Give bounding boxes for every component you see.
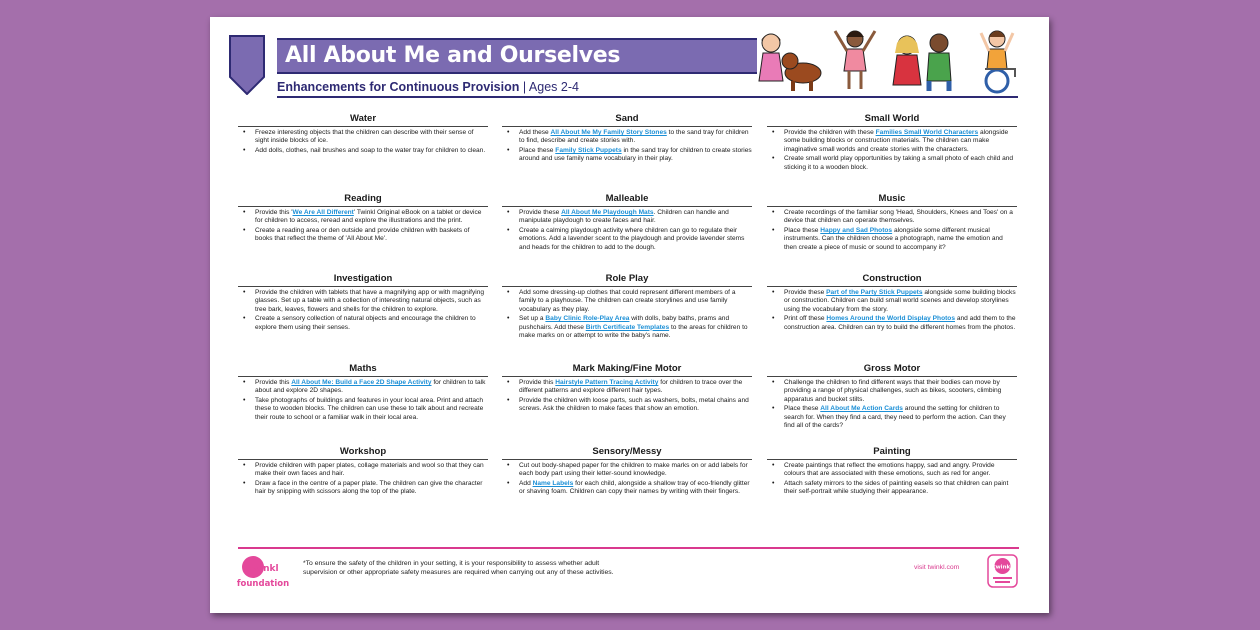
resource-link[interactable]: Birth Certificate Templates [585,323,670,331]
section-title: Painting [767,446,1017,460]
item-text: Challenge the children to find different ways that their bodies can move by providing a range of physical challenges, such as bikes, scooters, climbing apparatus and bucket stilts. [784,379,1002,403]
section-list [238,289,488,332]
resource-link[interactable]: Name Labels [532,480,574,488]
section-list [502,379,752,414]
list-item [767,379,1017,404]
section-title: Music [767,193,1017,207]
section-small-world [767,113,1017,173]
resource-link[interactable]: Families Small World Characters [875,129,979,136]
section-title: Malleable [502,193,752,207]
section-list [502,289,752,340]
quality-badge-icon [987,554,1018,588]
section-title: Sensory/Messy [502,446,752,460]
item-text: to the areas for children to make marks on or attempt to write the baby's name. [519,323,748,339]
item-text: Provide the children with tablets that have a magnifying app or with magnifying glasses. Set up a table with a collection of interesting natural objects, such as tree bark, leaves, flowers and shells for the children to explore. [255,289,485,313]
footer-divider [238,547,1019,549]
section-list [767,129,1017,172]
section-mark-making-fine-motor [502,363,752,415]
item-text: Create a reading area or den outside and provide children with baskets of books that reflect the theme of 'All About Me'. [255,227,470,243]
list-item [767,289,1017,314]
document-sheet [210,17,1049,613]
list-item [767,315,1017,332]
section-list [767,209,1017,252]
section-title: Mark Making/Fine Motor [502,363,752,377]
section-investigation [238,273,488,333]
item-text: Create a calming playdough activity where children can go to regulate their emotions. Add a lavender scent to the playdough and provide lavender stems and heads for the children to add to the dough. [519,227,745,251]
section-list [502,209,752,252]
title-band [277,38,757,74]
item-text: and add them to the construction area. Children can try to build the different homes from the photos. [784,315,1016,331]
list-item [238,147,488,155]
list-item [767,209,1017,226]
item-text: Provide the children with these [784,129,876,136]
list-item [502,315,752,340]
resource-link[interactable]: All About Me My Family Story Stones [550,129,667,136]
list-item [238,480,488,497]
item-text: Provide this [519,379,556,386]
list-item [238,397,488,422]
item-text: Attach safety mirrors to the sides of painting easels so that children can paint their self-portrait while studying their appearance. [784,480,1009,496]
item-text: Provide these [784,289,827,296]
resource-link[interactable]: Baby Clinic Role-Play Area [545,315,630,323]
resource-link[interactable]: All About Me Playdough Mats [561,209,654,216]
item-text: to the sand tray for children to find, describe and create stories with. [519,129,749,145]
list-item [238,462,488,479]
section-sensory-messy [502,446,752,498]
item-text: Add these [519,129,551,136]
list-item [502,289,752,314]
subtitle-age: Ages 2-4 [528,80,579,94]
section-title: Maths [238,363,488,377]
list-item [502,462,752,479]
item-text: Add [519,480,533,488]
item-text: around the setting for children to search for. When they find a card, they need to perform the action. Can they find all of the cards? [784,405,1006,429]
children-illustration-icon [745,23,1045,95]
visit-link[interactable]: visit twinkl.com [914,564,960,571]
item-text: Provide the children with loose parts, such as washers, bolts, metal chains and screws. Ask the children to make faces that show an emotion. [519,397,749,413]
list-item [238,129,488,146]
item-text: for children to talk about and explore 2D shapes. [255,379,486,395]
resource-link[interactable]: All About Me: Build a Face 2D Shape Activity [291,379,432,386]
section-title: Sand [502,113,752,127]
item-text: . Children can handle and manipulate playdough to create faces and hair. [519,209,729,225]
section-list [238,462,488,497]
item-text: alongside some different musical instruments. Can the children choose a photograph, name the emotion and then create a piece of music or sound to accompany it? [784,227,1003,251]
list-item [502,480,752,497]
page-subtitle [277,80,579,94]
item-text: with dolls, baby baths, prams and pushchairs. Add these [519,315,730,331]
section-title: Investigation [238,273,488,287]
list-item [502,209,752,226]
logo-line1: twinkl [247,564,279,574]
header-divider [277,96,1018,98]
section-title: Gross Motor [767,363,1017,377]
section-music [767,193,1017,253]
section-list [767,462,1017,497]
list-item [238,289,488,314]
list-item [767,155,1017,172]
section-list [238,379,488,422]
item-text: Place these [519,147,556,155]
list-item [502,397,752,414]
list-item [502,129,752,146]
item-text: in the sand tray for children to create stories around and use family name vocabulary in their play. [519,147,752,163]
section-malleable [502,193,752,253]
item-text: ' Twinkl Original eBook on a tablet or device for children to access, reread and explore the illustrations and the print. [255,209,482,225]
bookmark-ribbon-icon [229,35,265,95]
section-workshop [238,446,488,498]
section-gross-motor [767,363,1017,432]
section-list [238,209,488,244]
resource-link[interactable]: Homes Around the World Display Photos [826,315,955,323]
twinkl-foundation-logo [237,555,289,591]
list-item [767,480,1017,497]
page-title: All About Me and Ourselves [285,43,621,68]
resource-link[interactable]: Part of the Party Stick Puppets [826,289,923,296]
item-text: Place these [784,227,821,235]
list-item [767,227,1017,252]
list-item [767,405,1017,430]
item-text: Draw a face in the centre of a paper plate. The children can give the character hair by snipping with scissors along the top of the plate. [255,480,483,496]
list-item [502,147,752,164]
section-list [767,379,1017,430]
section-sand [502,113,752,165]
list-item [767,129,1017,154]
subtitle-separator: | [519,80,529,94]
section-list [767,289,1017,332]
list-item [767,462,1017,479]
section-water [238,113,488,157]
item-text: Place these [784,405,821,413]
list-item [238,209,488,226]
list-item [502,379,752,396]
list-item [502,227,752,252]
resource-link[interactable]: Family Stick Puppets [555,147,622,155]
item-text: Provide this [255,379,292,386]
list-item [238,379,488,396]
resource-link[interactable]: All About Me Action Cards [820,405,903,413]
item-text: Provide these [519,209,562,216]
section-maths [238,363,488,423]
item-text: alongside some building blocks or construction materials. The children can make imaginative small worlds and create stories with the characters. [784,129,1009,153]
section-list [502,462,752,497]
section-painting [767,446,1017,498]
item-text: Provide this ' [255,209,293,216]
item-text: Cut out body-shaped paper for the children to make marks on or add labels for each body part using their letter-sound knowledge. [519,462,748,478]
section-title: Small World [767,113,1017,127]
resource-link[interactable]: We Are All Different [292,209,354,216]
section-title: Workshop [238,446,488,460]
item-text: Add some dressing-up clothes that could represent different members of a family to a playhouse. The children can create storylines and use family vocabulary as they play. [519,289,736,313]
section-list [238,129,488,155]
resource-link[interactable]: Hairstyle Pattern Tracing Activity [555,379,659,386]
section-role-play [502,273,752,342]
list-item [238,227,488,244]
item-text: Create paintings that reflect the emotions happy, sad and angry. Provide colours that are associated with these emotions, such as red for anger. [784,462,995,478]
subtitle-main: Enhancements for Continuous Provision [277,80,520,94]
list-item [238,315,488,332]
item-text: Create small world play opportunities by taking a small photo of each child and sticking it to a wooden block. [784,155,1014,171]
safety-footnote: *To ensure the safety of the children in your setting, it is your responsibility to assess whether adult supervision or other appropriate safety measures are required when carrying out any of these activities. [303,560,614,576]
item-text: alongside some building blocks or construction. Children can build small world scenes and develop storylines using the vocabulary from the story. [784,289,1016,313]
item-text: Provide children with paper plates, collage materials and wool so that they can make their own faces and hair. [255,462,484,478]
item-text: Create a sensory collection of natural objects and encourage the children to explore them using their senses. [255,315,476,331]
badge-text: twinkl [992,564,1013,571]
item-text: Freeze interesting objects that the children can describe with their sense of sight inside blocks of ice. [255,129,474,145]
resource-link[interactable]: Happy and Sad Photos [820,227,893,235]
item-text: for children to trace over the different patterns and explore different hair types. [519,379,743,395]
section-reading [238,193,488,245]
item-text: Take photographs of buildings and features in your local area. Print and attach these to wooden blocks. The children can use these to talk about and recreate their route to school or a familiar walk in their local area. [255,397,484,421]
section-title: Construction [767,273,1017,287]
item-text: Print off these [784,315,827,323]
item-text: Add dolls, clothes, nail brushes and soap to the water tray for children to clean. [255,147,486,155]
item-text: for each child, alongside a shallow tray of eco-friendly glitter or shaving foam. Children can copy their names by writing with their fingers. [519,480,750,496]
section-title: Reading [238,193,488,207]
item-text: Set up a [519,315,546,323]
logo-line2: foundation [237,579,289,589]
section-list [502,129,752,164]
section-title: Water [238,113,488,127]
item-text: Create recordings of the familiar song 'Head, Shoulders, Knees and Toes' on a device that children can operate themselves. [784,209,1013,225]
section-title: Role Play [502,273,752,287]
section-construction [767,273,1017,333]
